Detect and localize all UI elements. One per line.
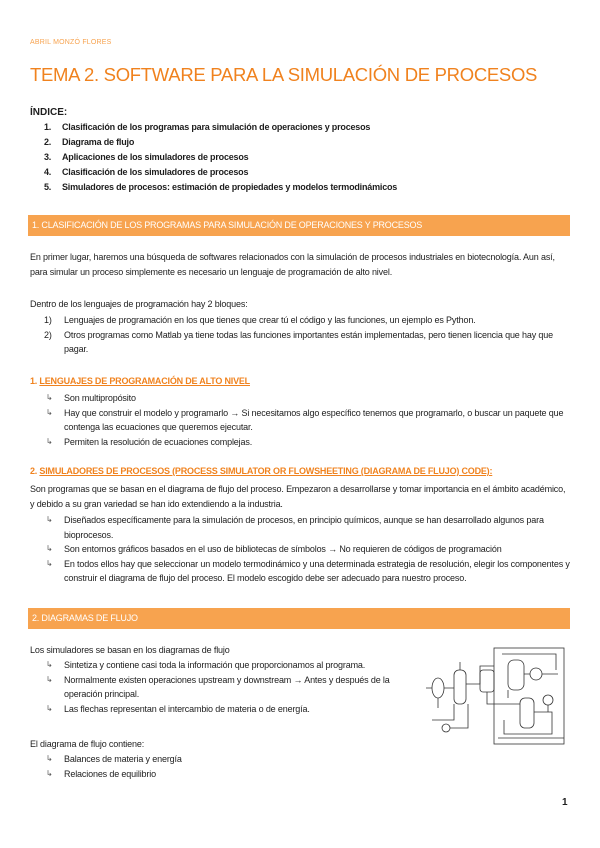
reactor-shape (480, 670, 494, 692)
section-2-intro: Los simuladores se basan en los diagramas de flujo (30, 645, 230, 655)
subsection-1-heading: 1. LENGUAJES DE PROGRAMACIÓN DE ALTO NIVEL (30, 376, 250, 386)
section-1-banner: 1. CLASIFICACIÓN DE LOS PROGRAMAS PARA SIMULACIÓN DE OPERACIONES Y PROCESOS (28, 215, 570, 236)
arrow-bullet-icon: ↳ (46, 660, 53, 669)
flow-diagram-image (424, 640, 572, 756)
index-item: 4. Clasificación de los simuladores de procesos (44, 167, 249, 177)
arrow-bullet-icon: ↳ (46, 558, 53, 568)
separator-shape (520, 698, 534, 728)
list-item: ↳ Sintetiza y contiene casi toda la información que proporcionamos al programa. (46, 658, 416, 673)
list-item: ↳ Balances de materia y energía (46, 752, 416, 767)
list-item: ↳ Son entornos gráficos basados en el uso de bibliotecas de símbolos → No requieren de códigos de programación (46, 542, 570, 557)
blocks-list (44, 313, 570, 357)
list-item: ↳ Normalmente existen operaciones upstream y downstream → Antes y después de la operación principal. (46, 674, 390, 699)
subsection-1-bullets (46, 391, 570, 449)
index-label: ÍNDICE: (30, 107, 68, 118)
subsection-2-heading: 2. SIMULADORES DE PROCESOS (PROCESS SIMULATOR OR FLOWSHEETING (DIAGRAMA DE FLUJO) CODE): (30, 466, 493, 476)
arrow-bullet-icon: ↳ (46, 768, 53, 778)
arrow-bullet-icon: ↳ (46, 436, 53, 446)
index-item: 1. Clasificación de los programas para simulación de operaciones y procesos (44, 122, 371, 132)
list-item: ↳ Las flechas representan el intercambio de materia o de energía. (46, 702, 416, 717)
list-item: ↳ En todos ellos hay que seleccionar un modelo termodinámico y una determinada estrategia de resolución, elegir los componentes y construir el diagrama de flujo del proceso. El modelo escogido debe ser adecuado para nuestro proceso. (46, 558, 570, 583)
column-shape (454, 670, 466, 704)
list-item: ↳ Diseñados específicamente para la simulación de procesos, en principio químicos, aunque se han desarrollado algunos para bioprocesos. (46, 515, 544, 540)
subsection-2-intro: Son programas que se basan en el diagrama de flujo del proceso. Empezaron a desarrollarse y tomar importancia en el ámbito académico, y debido a su gran variedad se han ido extendiendo a la industria. (30, 484, 566, 509)
blocks-intro: Dentro de los lenguajes de programación hay 2 bloques: (30, 299, 248, 309)
index-list (44, 120, 444, 195)
page-number: 1 (562, 797, 568, 808)
arrow-bullet-icon: ↳ (46, 407, 53, 417)
section-1-intro: En primer lugar, haremos una búsqueda de softwares relacionados con la simulación de procesos industriales en biotecnología. Aun así, para simular un proceso simplemente es necesario un lenguaje de programación de alto nivel. (30, 252, 555, 277)
list-item: ↳ Relaciones de equilibrio (46, 767, 416, 782)
index-item: 3. Aplicaciones de los simuladores de procesos (44, 152, 249, 162)
pump-shape (530, 668, 542, 680)
list-item: ↳ Permiten la resolución de ecuaciones complejas. (46, 435, 570, 450)
arrow-bullet-icon: ↳ (46, 544, 53, 553)
list-item: 2) Otros programas como Matlab ya tiene todas las funciones importantes están implementadas, pero tienen licencia que hay que pagar. (44, 329, 553, 354)
list-item: ↳ Son multipropósito (46, 391, 570, 406)
contains-intro: El diagrama de flujo contiene: (30, 739, 145, 749)
tank-shape (432, 678, 444, 698)
page-title: TEMA 2. SOFTWARE PARA LA SIMULACIÓN DE PROCESOS (30, 64, 538, 85)
arrow-bullet-icon: ↳ (46, 393, 53, 402)
section-2-banner: 2. DIAGRAMAS DE FLUJO (28, 608, 570, 629)
contains-bullets (46, 752, 416, 781)
vessel-shape (508, 660, 524, 690)
arrow-bullet-icon: ↳ (46, 754, 53, 763)
section-2-bullets (46, 658, 416, 716)
author-header: ABRIL MONZÓ FLORES (30, 39, 112, 46)
subsection-2-bullets (46, 513, 570, 586)
list-item: ↳ Hay que construir el modelo y programarlo → Si necesitamos algo específico tenemos que programarlo, o buscar un paquete que contenga las ecuaciones que queremos ejecutar. (46, 407, 564, 432)
arrow-bullet-icon: ↳ (46, 674, 53, 684)
index-item: 5. Simuladores de procesos: estimación de propiedades y modelos termodinámicos (44, 182, 398, 192)
process-box (494, 648, 564, 744)
index-item: 2. Diagrama de flujo (44, 137, 135, 147)
arrow-bullet-icon: ↳ (46, 515, 53, 524)
list-item: 1) Lenguajes de programación en los que tienes que crear tú el código y las funciones, un ejemplo es Python. (44, 315, 476, 325)
arrow-bullet-icon: ↳ (46, 703, 53, 713)
